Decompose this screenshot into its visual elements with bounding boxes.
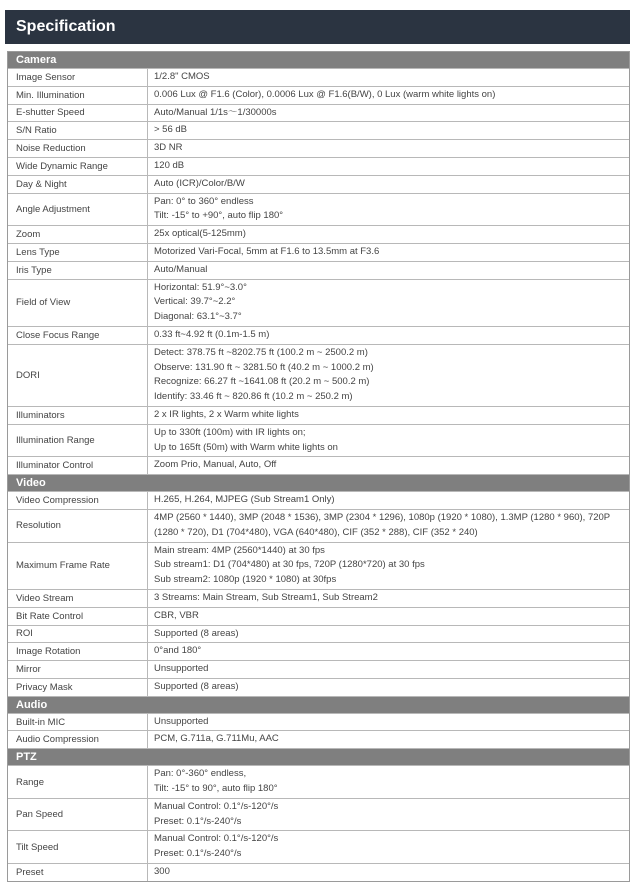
spec-row [8, 864, 629, 881]
spec-value [148, 176, 629, 193]
spec-label: Audio Compression [8, 731, 148, 748]
spec-row [8, 69, 629, 87]
spec-label: Field of View [8, 280, 148, 326]
spec-value [148, 425, 629, 457]
spec-value-line: Tilt: -15° to 90°, auto flip 180° [154, 783, 278, 795]
spec-value [148, 510, 629, 542]
spec-row [8, 194, 629, 227]
spec-row [8, 679, 629, 697]
spec-value [148, 679, 629, 696]
spec-value-line: 120 dB [154, 159, 185, 171]
spec-value [148, 714, 629, 731]
spec-label: Bit Rate Control [8, 608, 148, 625]
spec-value-line: Observe: 131.90 ft ~ 3281.50 ft (40.2 m ~ 1000.2 m) [154, 361, 374, 373]
spec-value-line: Supported (8 areas) [154, 627, 239, 639]
spec-value-line: Horizontal: 51.9°~3.0° [154, 281, 247, 293]
spec-value-line: Preset: 0.1°/s-240°/s [154, 848, 242, 860]
spec-value-line: 0°and 180° [154, 645, 202, 657]
spec-label: Iris Type [8, 262, 148, 279]
spec-value-line: Up to 165ft (50m) with Warm white lights on [154, 441, 338, 453]
spec-value [148, 226, 629, 243]
spec-row [8, 661, 629, 679]
spec-label: Min. Illumination [8, 87, 148, 104]
spec-label: Built-in MIC [8, 714, 148, 731]
section-header-video: Video [8, 475, 629, 492]
spec-value [148, 590, 629, 607]
spec-value-line: Vertical: 39.7°~2.2° [154, 296, 236, 308]
spec-value-line: 4MP (2560 * 1440), 3MP (2048 * 1536), 3MP (2304 * 1296), 1080p (1920 * 1080), 1.3MP (1280 * 960), 720P [154, 511, 611, 523]
spec-value [148, 244, 629, 261]
spec-value [148, 140, 629, 157]
spec-label: Image Sensor [8, 69, 148, 86]
spec-value-line: Auto/Manual [154, 263, 208, 275]
spec-value-line: Preset: 0.1°/s-240°/s [154, 815, 242, 827]
section-header-camera: Camera [8, 52, 629, 69]
spec-value-line: 300 [154, 866, 170, 878]
spec-value [148, 407, 629, 424]
spec-value-line: Recognize: 66.27 ft ~1641.08 ft (20.2 m ~ 500.2 m) [154, 376, 370, 388]
spec-value-line: Zoom Prio, Manual, Auto, Off [154, 459, 277, 471]
spec-value-line: Main stream: 4MP (2560*1440) at 30 fps [154, 544, 325, 556]
spec-value [148, 69, 629, 86]
spec-row [8, 327, 629, 345]
spec-value [148, 661, 629, 678]
spec-value-line: Auto (ICR)/Color/B/W [154, 177, 245, 189]
spec-value-line: 25x optical(5-125mm) [154, 228, 246, 240]
spec-value-line: Pan: 0°-360° endless, [154, 768, 247, 780]
spec-row [8, 543, 629, 590]
spec-value-line: Tilt: -15° to +90°, auto flip 180° [154, 210, 284, 222]
spec-value [148, 280, 629, 326]
spec-row [8, 492, 629, 510]
spec-label: Illuminator Control [8, 457, 148, 474]
spec-value-line: Unsupported [154, 663, 209, 675]
spec-value-line: Diagonal: 63.1°~3.7° [154, 311, 242, 323]
spec-value [148, 731, 629, 748]
spec-label: Illumination Range [8, 425, 148, 457]
spec-label: Video Stream [8, 590, 148, 607]
spec-row [8, 608, 629, 626]
spec-row [8, 731, 629, 749]
spec-value [148, 105, 629, 122]
spec-value [148, 262, 629, 279]
spec-label: E-shutter Speed [8, 105, 148, 122]
spec-label: Mirror [8, 661, 148, 678]
spec-row [8, 766, 629, 799]
spec-value-line: PCM, G.711a, G.711Mu, AAC [154, 733, 279, 745]
spec-label: Wide Dynamic Range [8, 158, 148, 175]
spec-row [8, 714, 629, 732]
spec-row [8, 425, 629, 458]
spec-value-line: Up to 330ft (100m) with IR lights on; [154, 426, 306, 438]
spec-value-line: Identify: 33.46 ft ~ 820.86 ft (10.2 m ~ 250.2 m) [154, 391, 353, 403]
spec-value-line: 3D NR [154, 142, 183, 154]
spec-value [148, 327, 629, 344]
spec-value [148, 194, 629, 226]
spec-value-line: Unsupported [154, 715, 209, 727]
spec-value-line: Sub stream2: 1080p (1920 * 1080) at 30fps [154, 574, 337, 586]
spec-value [148, 643, 629, 660]
spec-value [148, 158, 629, 175]
spec-value-line: CBR, VBR [154, 609, 199, 621]
spec-row [8, 831, 629, 864]
spec-label: Maximum Frame Rate [8, 543, 148, 589]
spec-label: DORI [8, 345, 148, 406]
spec-label: Illuminators [8, 407, 148, 424]
spec-value-line: H.265, H.264, MJPEG (Sub Stream1 Only) [154, 494, 335, 506]
spec-value-line: (1280 * 720), D1 (704*480), VGA (640*480), CIF (352 * 288), CIF (352 * 240) [154, 526, 478, 538]
spec-row [8, 140, 629, 158]
spec-row [8, 262, 629, 280]
spec-value-line: Sub stream1: D1 (704*480) at 30 fps, 720P (1280*720) at 30 fps [154, 559, 425, 571]
spec-value [148, 831, 629, 863]
spec-value-line: 0.006 Lux @ F1.6 (Color), 0.0006 Lux @ F1.6(B/W), 0 Lux (warm white lights on) [154, 88, 496, 100]
spec-label: Range [8, 766, 148, 798]
spec-row [8, 280, 629, 327]
spec-value [148, 608, 629, 625]
spec-label: Day & Night [8, 176, 148, 193]
spec-row [8, 590, 629, 608]
spec-value-line: 1/2.8" CMOS [154, 71, 210, 82]
spec-row [8, 87, 629, 105]
spec-value [148, 457, 629, 474]
spec-label: Image Rotation [8, 643, 148, 660]
spec-value-line: > 56 dB [154, 124, 188, 136]
spec-value-line: Supported (8 areas) [154, 680, 239, 692]
spec-value-line: Detect: 378.75 ft ~8202.75 ft (100.2 m ~ 2500.2 m) [154, 346, 368, 358]
spec-label: Pan Speed [8, 799, 148, 831]
spec-value-line: 0.33 ft~4.92 ft (0.1m-1.5 m) [154, 328, 270, 340]
spec-row [8, 643, 629, 661]
spec-row [8, 510, 629, 543]
spec-value [148, 122, 629, 139]
spec-row [8, 226, 629, 244]
section-header-ptz: PTZ [8, 749, 629, 766]
spec-row [8, 407, 629, 425]
section-header-audio: Audio [8, 697, 629, 714]
spec-label: S/N Ratio [8, 122, 148, 139]
spec-row [8, 626, 629, 644]
spec-row [8, 105, 629, 123]
spec-label: Close Focus Range [8, 327, 148, 344]
spec-value-line: 2 x IR lights, 2 x Warm white lights [154, 408, 299, 420]
spec-row [8, 176, 629, 194]
spec-value-line: Pan: 0° to 360° endless [154, 195, 254, 207]
spec-label: Resolution [8, 510, 148, 542]
spec-value [148, 492, 629, 509]
spec-table [7, 51, 630, 882]
spec-row [8, 345, 629, 407]
spec-label: Privacy Mask [8, 679, 148, 696]
spec-label: Preset [8, 864, 148, 881]
spec-label: Tilt Speed [8, 831, 148, 863]
spec-value [148, 626, 629, 643]
spec-value-line: Motorized Vari-Focal, 5mm at F1.6 to 13.5mm at F3.6 [154, 245, 380, 257]
spec-value [148, 543, 629, 589]
spec-row [8, 799, 629, 832]
spec-label: ROI [8, 626, 148, 643]
spec-row [8, 158, 629, 176]
spec-value [148, 87, 629, 104]
spec-label: Video Compression [8, 492, 148, 509]
spec-label: Zoom [8, 226, 148, 243]
spec-label: Noise Reduction [8, 140, 148, 157]
spec-value [148, 864, 629, 881]
spec-row [8, 244, 629, 262]
spec-value [148, 799, 629, 831]
spec-label: Lens Type [8, 244, 148, 261]
spec-value-line: Manual Control: 0.1°/s-120°/s [154, 833, 279, 845]
spec-value-line: 3 Streams: Main Stream, Sub Stream1, Sub Stream2 [154, 591, 378, 603]
spec-row [8, 457, 629, 475]
spec-value [148, 345, 629, 406]
spec-value-line: Manual Control: 0.1°/s-120°/s [154, 800, 279, 812]
spec-value [148, 766, 629, 798]
spec-row [8, 122, 629, 140]
spec-value-line: Auto/Manual 1/1s～1/30000s [154, 106, 277, 118]
spec-label: Angle Adjustment [8, 194, 148, 226]
page-title: Specification [5, 10, 630, 44]
